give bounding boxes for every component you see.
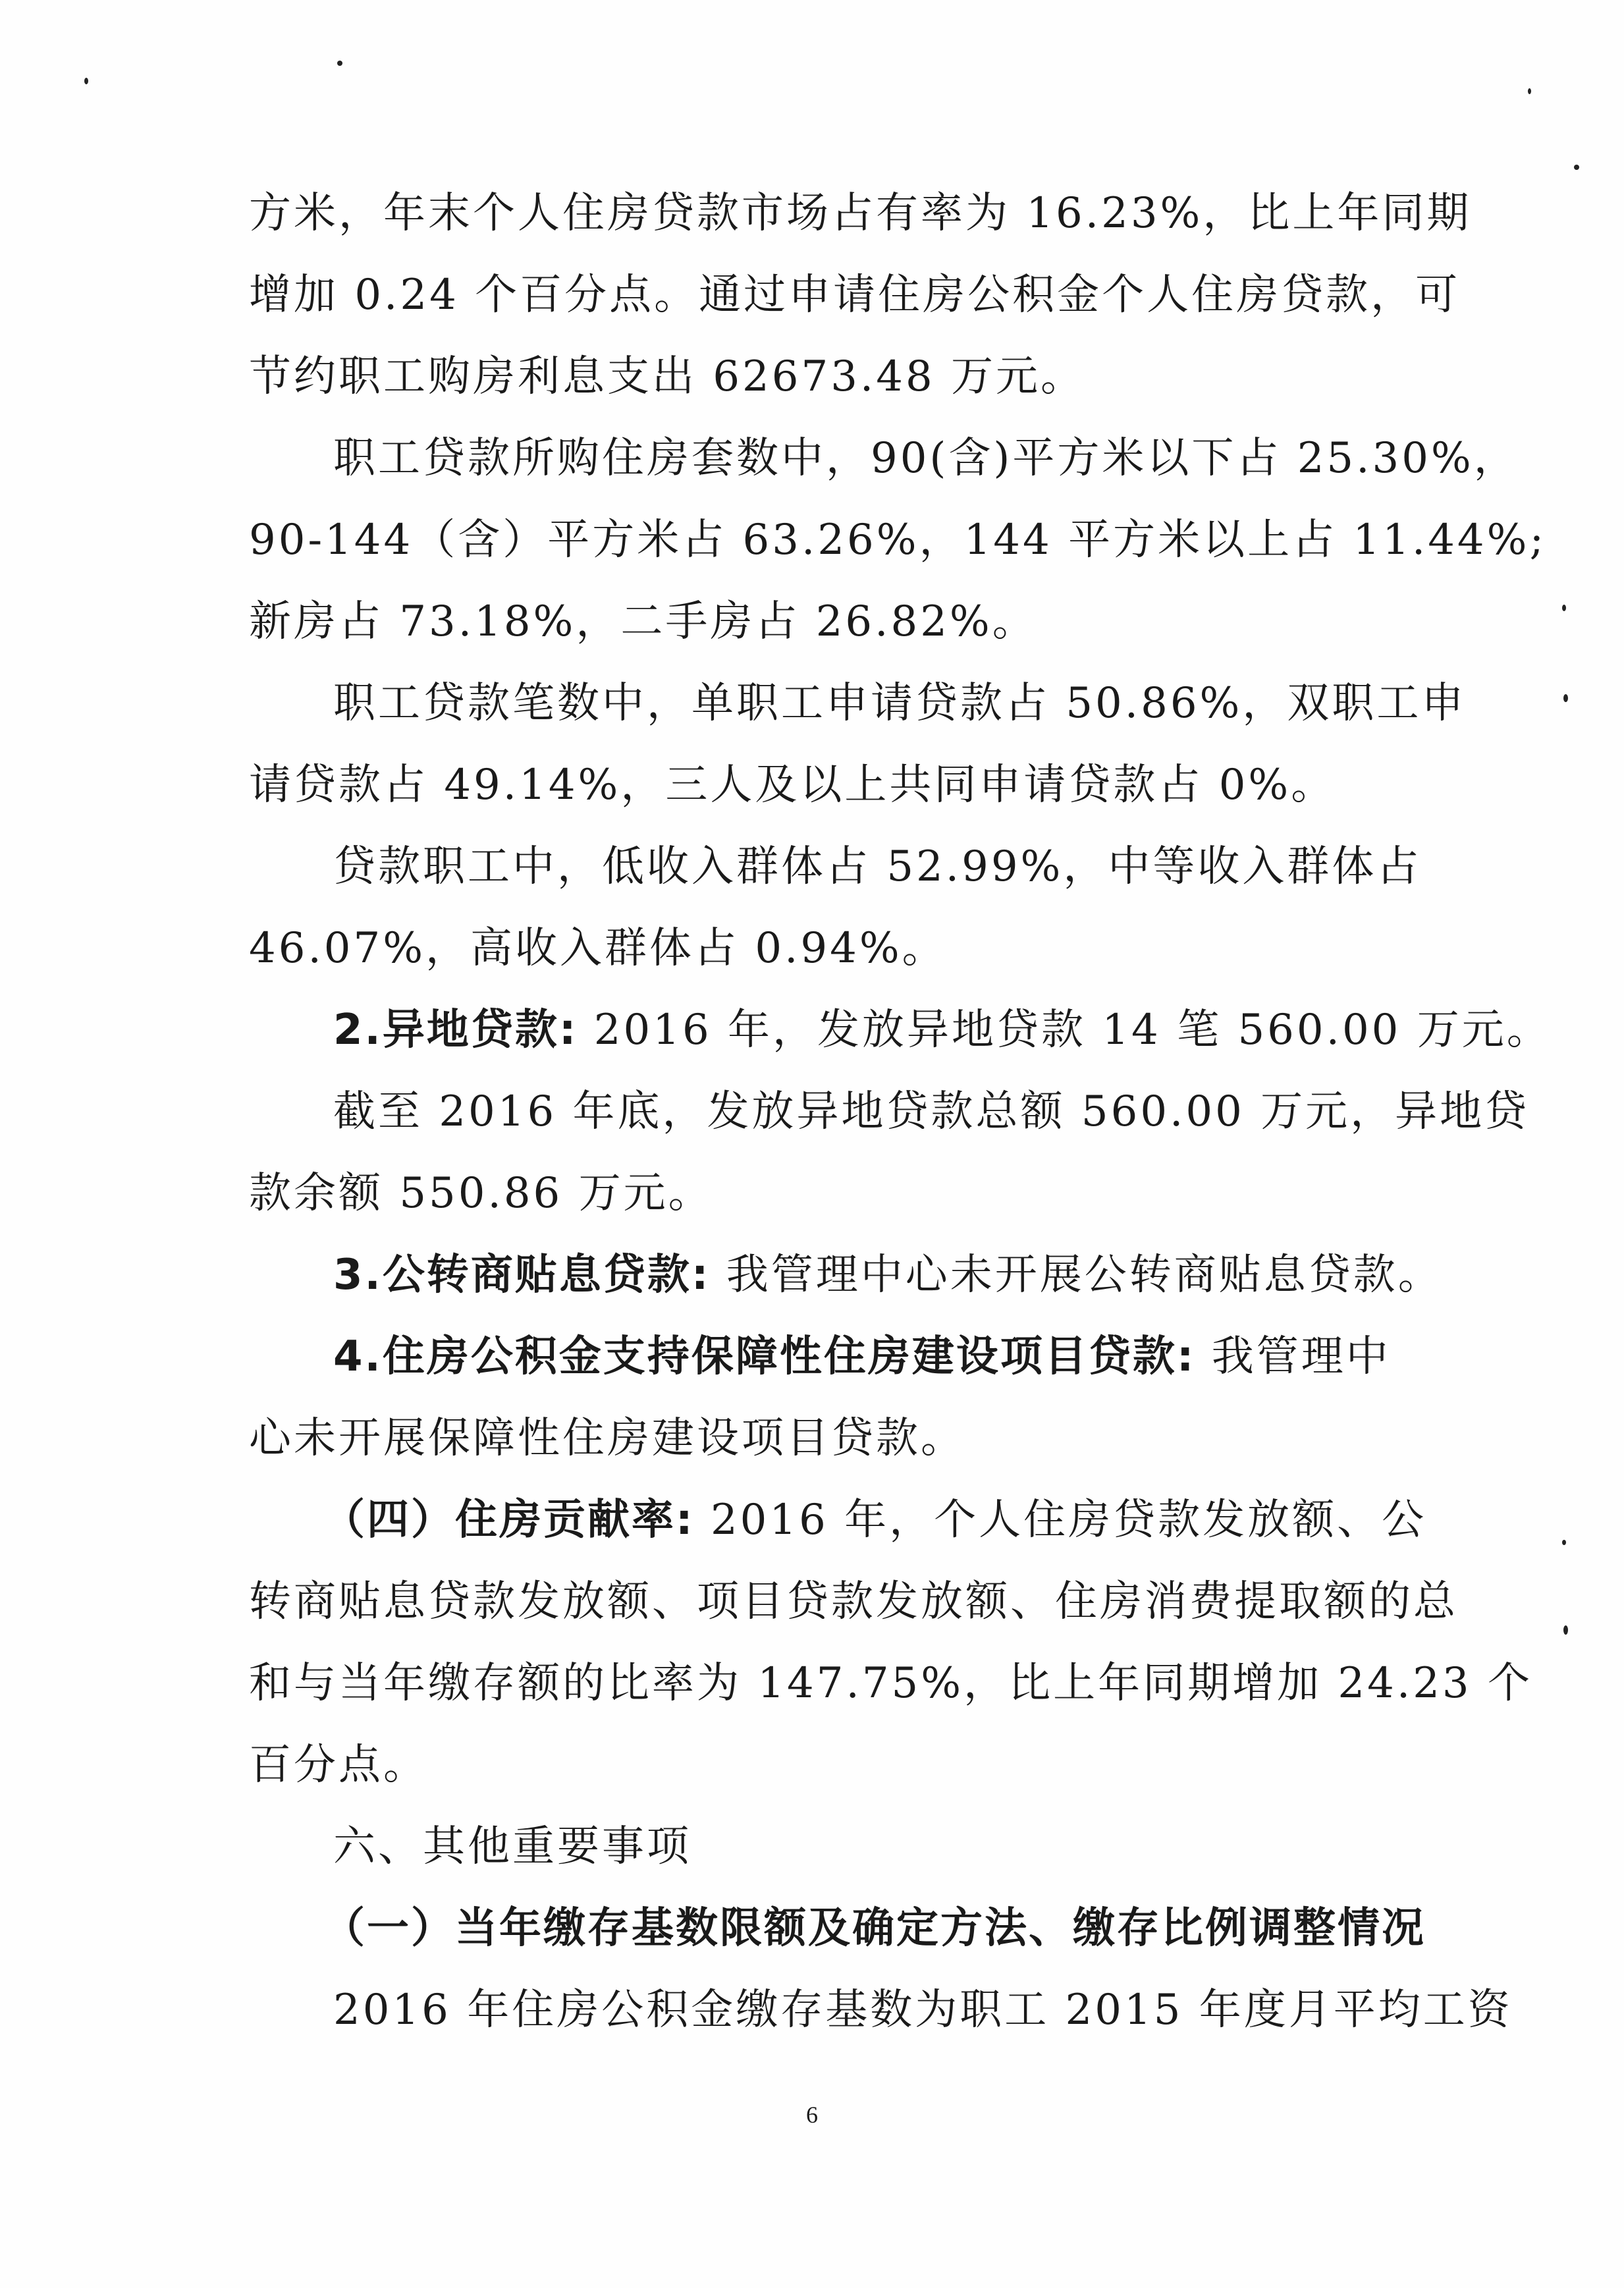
- text-line: 职工贷款所购住房套数中，90(含)平方米以下占 25.30%，: [333, 434, 1519, 483]
- section-line: [249, 1479, 1427, 1561]
- text-line: 2016 年住房公积金缴存基数为职工 2015 年度月平均工资: [333, 1986, 1513, 2034]
- text-line: 46.07%，高收入群体占 0.94%。: [249, 924, 947, 973]
- scan-speck: [1562, 1540, 1566, 1545]
- text-line: 百分点。: [249, 1741, 428, 1789]
- subsection-heading: （一）当年缴存基数限额及确定方法、缴存比例调整情况: [323, 1904, 1426, 1953]
- scan-speck: [337, 61, 342, 66]
- text-line: 款余额 550.86 万元。: [249, 1169, 713, 1218]
- section-heading: （四）住房贡献率:: [323, 1496, 695, 1544]
- text-line: 贷款职工中，低收入群体占 52.99%，中等收入群体占: [333, 842, 1422, 891]
- text-line: 新房占 73.18%，二手房占 26.82%。: [249, 597, 1037, 646]
- text-line: 方米，年末个人住房贷款市场占有率为 16.23%，比上年同期: [249, 189, 1472, 238]
- section-line: [249, 1234, 1443, 1316]
- scan-speck: [1562, 605, 1566, 611]
- text-line: 截至 2016 年底，发放异地贷款总额 560.00 万元，异地贷: [333, 1087, 1530, 1136]
- page-number: 6: [806, 2102, 818, 2128]
- section-line: [249, 1316, 1390, 1398]
- scan-speck: [1528, 88, 1531, 94]
- section-heading: 4.住房公积金支持保障性住房建设项目贷款:: [333, 1332, 1196, 1381]
- section-text: 我管理中心未开展公转商贴息贷款。: [710, 1251, 1443, 1299]
- scan-speck: [84, 78, 88, 84]
- scan-speck: [1563, 1625, 1568, 1635]
- subsection-heading-line: [249, 1888, 1426, 1969]
- section-heading: 3.公转商贴息贷款:: [333, 1251, 711, 1299]
- text-line: 请贷款占 49.14%，三人及以上共同申请贷款占 0%。: [249, 761, 1336, 809]
- text-line: 职工贷款笔数中，单职工申请贷款占 50.86%，双职工申: [333, 679, 1467, 728]
- scan-speck: [1563, 694, 1568, 702]
- section-text: 2016 年，发放异地贷款 14 笔 560.00 万元。: [578, 1006, 1552, 1054]
- text-line: 增加 0.24 个百分点。通过申请住房公积金个人住房贷款，可: [249, 271, 1461, 319]
- text-line: 和与当年缴存额的比率为 147.75%，比上年同期增加 24.23 个: [249, 1659, 1532, 1708]
- section-heading: 2.异地贷款:: [333, 1006, 578, 1054]
- section-text: 我管理中: [1195, 1332, 1391, 1381]
- section-line: [249, 989, 1552, 1071]
- chapter-heading: 六、其他重要事项: [333, 1822, 691, 1871]
- text-line: 心未开展保障性住房建设项目贷款。: [249, 1414, 965, 1463]
- scan-speck: [1574, 165, 1579, 170]
- section-text: 2016 年，个人住房贷款发放额、公: [694, 1496, 1427, 1544]
- document-body: [249, 173, 1552, 2051]
- text-line: 90-144（含）平方米占 63.26%，144 平方米以上占 11.44%;: [249, 516, 1547, 564]
- text-line: 转商贴息贷款发放额、项目贷款发放额、住房消费提取额的总: [249, 1577, 1458, 1626]
- text-line: 节约职工购房利息支出 62673.48 万元。: [249, 352, 1086, 401]
